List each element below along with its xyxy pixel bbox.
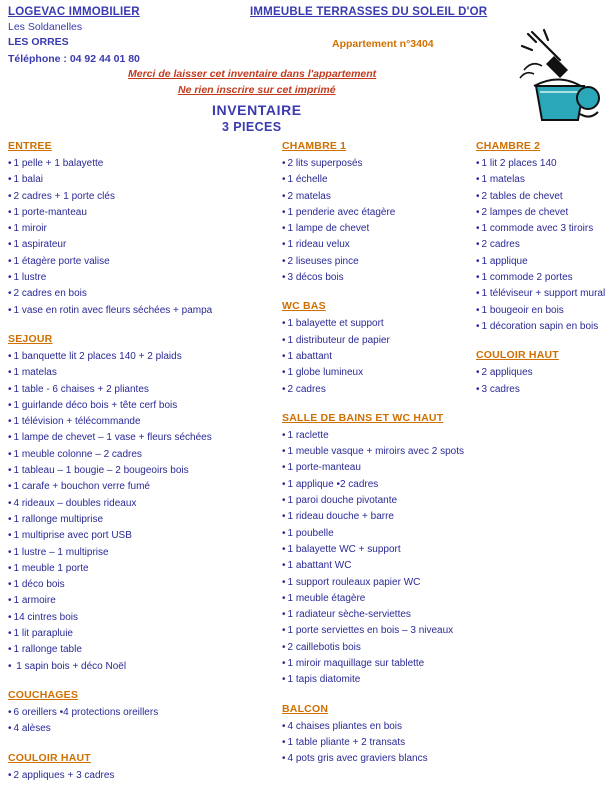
item-text: 3 cadres <box>481 383 520 395</box>
item-text: 2 cadres + 1 porte clés <box>13 190 115 202</box>
list-item: • 1 porte serviettes en bois – 3 niveaux <box>282 625 454 637</box>
item-text: 1 aspirateur <box>13 239 67 251</box>
list-item: • 1 paroi douche pivotante <box>282 495 398 507</box>
item-text: 14 cintres bois <box>13 611 78 623</box>
list-item: • 3 décos bois <box>282 272 344 284</box>
item-text: 1 poubelle <box>287 527 334 539</box>
item-text: 1 rideau douche + barre <box>287 511 394 523</box>
section-chambre-2 <box>476 140 612 335</box>
item-text: 4 chaises pliantes en bois <box>287 720 403 732</box>
list-item: • 1 lampe de chevet – 1 vase + fleurs séchées <box>8 432 212 444</box>
list-item: • 1 échelle <box>282 174 328 186</box>
item-list <box>476 365 612 398</box>
list-item: • 1 lit 2 places 140 <box>476 158 557 169</box>
list-item: • 1 tableau – 1 bougie – 2 bougeoirs bois <box>8 465 189 477</box>
list-item: • 1 meuble étagère <box>282 592 366 604</box>
item-text: 1 déco bois <box>13 579 65 591</box>
item-text: 1 miroir <box>13 223 47 235</box>
item-text: 2 tables de chevet <box>481 190 563 202</box>
list-item: • 1 rallonge table <box>8 644 82 656</box>
list-item: • 2 liseuses pince <box>282 255 359 267</box>
item-text: 1 sapin bois + déco Noël <box>13 660 127 672</box>
column-middle <box>272 140 472 770</box>
list-item: • 1 meuble vasque + miroirs avec 2 spots <box>282 446 464 458</box>
item-text: 2 appliques <box>481 367 533 379</box>
section-couloir-haut-right <box>476 349 612 398</box>
item-text: 2 cadres <box>481 239 520 251</box>
item-text: 1 décoration sapin en bois <box>481 320 599 332</box>
list-item: • 1 télévision + télécommande <box>8 416 141 428</box>
agency-address-line: Les Soldanelles <box>8 21 83 33</box>
item-text: 1 échelle <box>287 174 328 186</box>
item-text: 1 raclette <box>287 429 329 441</box>
item-list <box>476 156 612 335</box>
item-text: 1 vase en rotin avec fleurs séchées + pampa <box>13 304 213 316</box>
section-heading: COUCHAGES <box>8 688 79 701</box>
agency-city: LES ORRES <box>8 36 69 48</box>
list-item: • 1 guirlande déco bois + tête cerf bois <box>8 399 178 411</box>
item-text: 1 porte-manteau <box>13 206 87 218</box>
list-item: • 2 matelas <box>282 190 331 202</box>
item-text: 1 balayette WC + support <box>287 543 401 555</box>
list-item: • 1 carafe + bouchon verre fumé <box>8 481 150 493</box>
page-subtitle: 3 PIECES <box>222 120 282 134</box>
notice-line-1: Merci de laisser cet inventaire dans l'appartement <box>128 68 377 80</box>
item-text: 1 armoire <box>13 595 56 607</box>
list-item: • 1 rideau velux <box>282 239 350 251</box>
list-item: • 3 cadres <box>476 383 520 395</box>
item-text: 1 penderie avec étagère <box>287 206 396 218</box>
list-item: • 2 appliques <box>476 367 533 379</box>
item-text: 1 meuble 1 porte <box>13 562 89 574</box>
item-text: 2 matelas <box>287 190 331 202</box>
item-text: 2 lampes de chevet <box>481 206 569 218</box>
agency-phone: Téléphone : 04 92 44 01 80 <box>8 53 140 65</box>
list-item: • 4 rideaux – doubles rideaux <box>8 497 137 509</box>
agency-name: LOGEVAC IMMOBILIER <box>8 6 140 18</box>
list-item: • 1 applique <box>476 255 528 267</box>
item-text: 1 miroir maquillage sur tablette <box>287 658 425 670</box>
section-couchages <box>8 689 272 738</box>
list-item: • 4 alèses <box>8 723 51 735</box>
list-item: • 1 penderie avec étagère <box>282 206 396 218</box>
item-text: 1 téléviseur + support mural <box>481 288 606 300</box>
item-text: 3 décos bois <box>287 272 344 284</box>
item-text: 1 bougeoir en bois <box>481 304 564 316</box>
item-text: 1 abattant <box>287 350 332 362</box>
item-text: 1 meuble étagère <box>287 592 366 604</box>
list-item: • 2 caillebotis bois <box>282 641 361 653</box>
document-header <box>0 0 612 134</box>
item-list <box>282 719 472 768</box>
item-text: 1 pelle + 1 balayette <box>13 158 104 169</box>
list-item: • 1 poubelle <box>282 527 334 539</box>
list-item: • 1 radiateur sèche-serviettes <box>282 609 411 621</box>
item-list <box>282 316 472 397</box>
section-entree <box>8 140 272 319</box>
item-text: 1 rallonge table <box>13 644 82 656</box>
column-left <box>0 140 272 786</box>
list-item: • 1 aspirateur <box>8 239 67 251</box>
item-text: 1 matelas <box>481 174 525 186</box>
section-heading: CHAMBRE 1 <box>282 140 347 152</box>
list-item: • 1 rideau douche + barre <box>282 511 394 523</box>
item-text: 1 lit 2 places 140 <box>481 158 557 169</box>
list-item: • 1 commode avec 3 tiroirs <box>476 223 594 235</box>
list-item: • 1 vase en rotin avec fleurs séchées + pampa <box>8 304 213 316</box>
list-item: • 1 balayette et support <box>282 318 384 330</box>
list-item: • 1 abattant <box>282 350 332 362</box>
list-item: • 1 distributeur de papier <box>282 334 390 346</box>
item-text: 1 banquette lit 2 places 140 + 2 plaids <box>13 350 182 362</box>
item-text: 1 tapis diatomite <box>287 674 361 686</box>
list-item: • 1 globe lumineux <box>282 367 364 379</box>
list-item: • 1 armoire <box>8 595 56 607</box>
item-text: 1 table pliante + 2 transats <box>287 736 406 748</box>
item-text: 1 table - 6 chaises + 2 pliantes <box>13 383 149 395</box>
list-item: • 1 téléviseur + support mural <box>476 288 606 300</box>
column-right <box>472 140 612 400</box>
list-item: • 2 lampes de chevet <box>476 206 569 218</box>
list-item: • 2 cadres + 1 porte clés <box>8 190 115 202</box>
item-text: 1 distributeur de papier <box>287 334 390 346</box>
list-item: • 1 décoration sapin en bois <box>476 320 599 332</box>
item-text: 1 support rouleaux papier WC <box>287 576 421 588</box>
item-text: 4 rideaux – doubles rideaux <box>13 497 137 509</box>
item-list <box>8 768 272 784</box>
section-wc-bas <box>282 300 472 397</box>
list-item: • 1 tapis diatomite <box>282 674 361 686</box>
section-heading: SEJOUR <box>8 332 53 345</box>
item-text: 1 guirlande déco bois + tête cerf bois <box>13 399 178 411</box>
section-heading: BALCON <box>282 702 329 715</box>
section-sejour <box>8 333 272 675</box>
item-text: 2 caillebotis bois <box>287 641 361 653</box>
list-item: • 1 lampe de chevet <box>282 223 370 235</box>
item-text: 1 multiprise avec port USB <box>13 530 132 542</box>
item-text: 1 télévision + télécommande <box>13 416 141 428</box>
section-heading: SALLE DE BAINS ET WC HAUT <box>282 411 444 424</box>
list-item: • 1 matelas <box>476 174 525 186</box>
list-item: • 1 meuble 1 porte <box>8 562 89 574</box>
list-item: • 1 lustre <box>8 272 47 284</box>
list-item: • 1 bougeoir en bois <box>476 304 564 316</box>
cleaning-bucket-icon <box>514 26 606 126</box>
item-text: 1 porte serviettes en bois – 3 niveaux <box>287 625 454 637</box>
item-text: 2 cadres en bois <box>13 288 87 300</box>
list-item: • 4 pots gris avec graviers blancs <box>282 753 428 765</box>
item-text: 2 lits superposés <box>287 158 363 169</box>
list-item: • 1 étagère porte valise <box>8 255 110 267</box>
list-item: • 2 cadres <box>476 239 520 251</box>
item-text: 4 pots gris avec graviers blancs <box>287 753 428 765</box>
item-text: 1 abattant WC <box>287 560 352 572</box>
section-balcon <box>282 703 472 768</box>
list-item: • 1 sapin bois + déco Noël <box>8 660 127 672</box>
section-couloir-haut-left <box>8 752 272 784</box>
page-title: INVENTAIRE <box>212 102 302 118</box>
list-item: • 2 lits superposés <box>282 158 363 169</box>
inventory-columns <box>0 140 612 786</box>
item-text: 1 balayette et support <box>287 318 384 330</box>
section-heading: COULOIR HAUT <box>476 349 559 362</box>
item-text: 1 lustre – 1 multiprise <box>13 546 109 558</box>
list-item: • 1 porte-manteau <box>282 462 361 474</box>
list-item: • 2 cadres <box>282 383 326 395</box>
list-item: • 1 balayette WC + support <box>282 543 401 555</box>
item-text: 1 radiateur sèche-serviettes <box>287 609 411 621</box>
item-text: 1 carafe + bouchon verre fumé <box>13 481 150 493</box>
item-text: 1 porte-manteau <box>287 462 361 474</box>
agency-block <box>8 6 140 65</box>
list-item: • 1 lustre – 1 multiprise <box>8 546 109 558</box>
item-text: 1 matelas <box>13 367 57 379</box>
item-text: 1 meuble vasque + miroirs avec 2 spots <box>287 446 464 458</box>
list-item: • 1 lit parapluie <box>8 628 73 640</box>
item-text: 1 lustre <box>13 272 47 284</box>
item-list <box>282 428 472 689</box>
list-item: • 1 rallonge multiprise <box>8 513 104 525</box>
item-text: 1 commode avec 3 tiroirs <box>481 223 594 235</box>
list-item: • 1 miroir maquillage sur tablette <box>282 658 425 670</box>
list-item: • 1 déco bois <box>8 579 65 591</box>
item-text: 1 lampe de chevet – 1 vase + fleurs séchées <box>13 432 212 444</box>
item-text: 2 appliques + 3 cadres <box>13 769 115 781</box>
notice-line-2: Ne rien inscrire sur cet imprimé <box>178 84 336 96</box>
list-item: • 1 balai <box>8 174 43 186</box>
list-item: • 1 table - 6 chaises + 2 pliantes <box>8 383 149 395</box>
section-chambre-1 <box>282 140 472 286</box>
list-item: • 1 applique •2 cadres <box>282 478 379 490</box>
section-salle-de-bains <box>282 412 472 689</box>
list-item: • 14 cintres bois <box>8 611 78 623</box>
item-text: 1 lit parapluie <box>13 628 73 640</box>
list-item: • 1 abattant WC <box>282 560 352 572</box>
list-item: • 1 matelas <box>8 367 57 379</box>
item-text: 1 rideau velux <box>287 239 350 251</box>
item-list <box>282 156 472 286</box>
list-item: • 4 chaises pliantes en bois <box>282 720 403 732</box>
list-item: • 1 table pliante + 2 transats <box>282 736 406 748</box>
list-item: • 2 appliques + 3 cadres <box>8 769 115 781</box>
item-text: 2 cadres <box>287 383 326 395</box>
item-text: 1 paroi douche pivotante <box>287 495 398 507</box>
list-item: • 1 meuble colonne – 2 cadres <box>8 448 142 460</box>
item-text: 1 tableau – 1 bougie – 2 bougeoirs bois <box>13 465 189 477</box>
item-list <box>8 156 272 319</box>
item-text: 2 liseuses pince <box>287 255 359 267</box>
item-text: 1 applique <box>481 255 528 267</box>
item-text: 1 balai <box>13 174 43 186</box>
item-text: 1 étagère porte valise <box>13 255 110 267</box>
list-item: • 1 raclette <box>282 429 329 441</box>
list-item: • 1 multiprise avec port USB <box>8 530 132 542</box>
item-list <box>8 705 272 738</box>
list-item: • 1 pelle + 1 balayette <box>8 158 104 169</box>
section-heading: WC BAS <box>282 300 326 313</box>
list-item: • 1 miroir <box>8 223 47 235</box>
item-text: 6 oreillers •4 protections oreillers <box>13 706 159 718</box>
item-text: 1 meuble colonne – 2 cadres <box>13 448 142 460</box>
item-text: 1 commode 2 portes <box>481 272 573 284</box>
item-text: 1 globe lumineux <box>287 367 364 379</box>
item-text: 1 rallonge multiprise <box>13 513 104 525</box>
list-item: • 1 commode 2 portes <box>476 272 573 284</box>
list-item: • 6 oreillers •4 protections oreillers <box>8 706 159 718</box>
list-item: • 2 tables de chevet <box>476 190 563 202</box>
item-text: 1 lampe de chevet <box>287 223 370 235</box>
list-item: • 1 support rouleaux papier WC <box>282 576 421 588</box>
item-list <box>8 349 272 675</box>
building-name: IMMEUBLE TERRASSES DU SOLEIL D'OR <box>250 6 488 18</box>
list-item: • 2 cadres en bois <box>8 288 87 300</box>
section-heading: ENTREE <box>8 140 52 152</box>
apartment-number: Appartement n°3404 <box>332 38 434 50</box>
item-text: 4 alèses <box>13 723 51 735</box>
list-item: • 1 porte-manteau <box>8 206 87 218</box>
section-heading: COULOIR HAUT <box>8 751 91 764</box>
section-heading: CHAMBRE 2 <box>476 140 541 152</box>
item-text: 1 applique •2 cadres <box>287 478 379 490</box>
list-item: • 1 banquette lit 2 places 140 + 2 plaids <box>8 350 182 362</box>
